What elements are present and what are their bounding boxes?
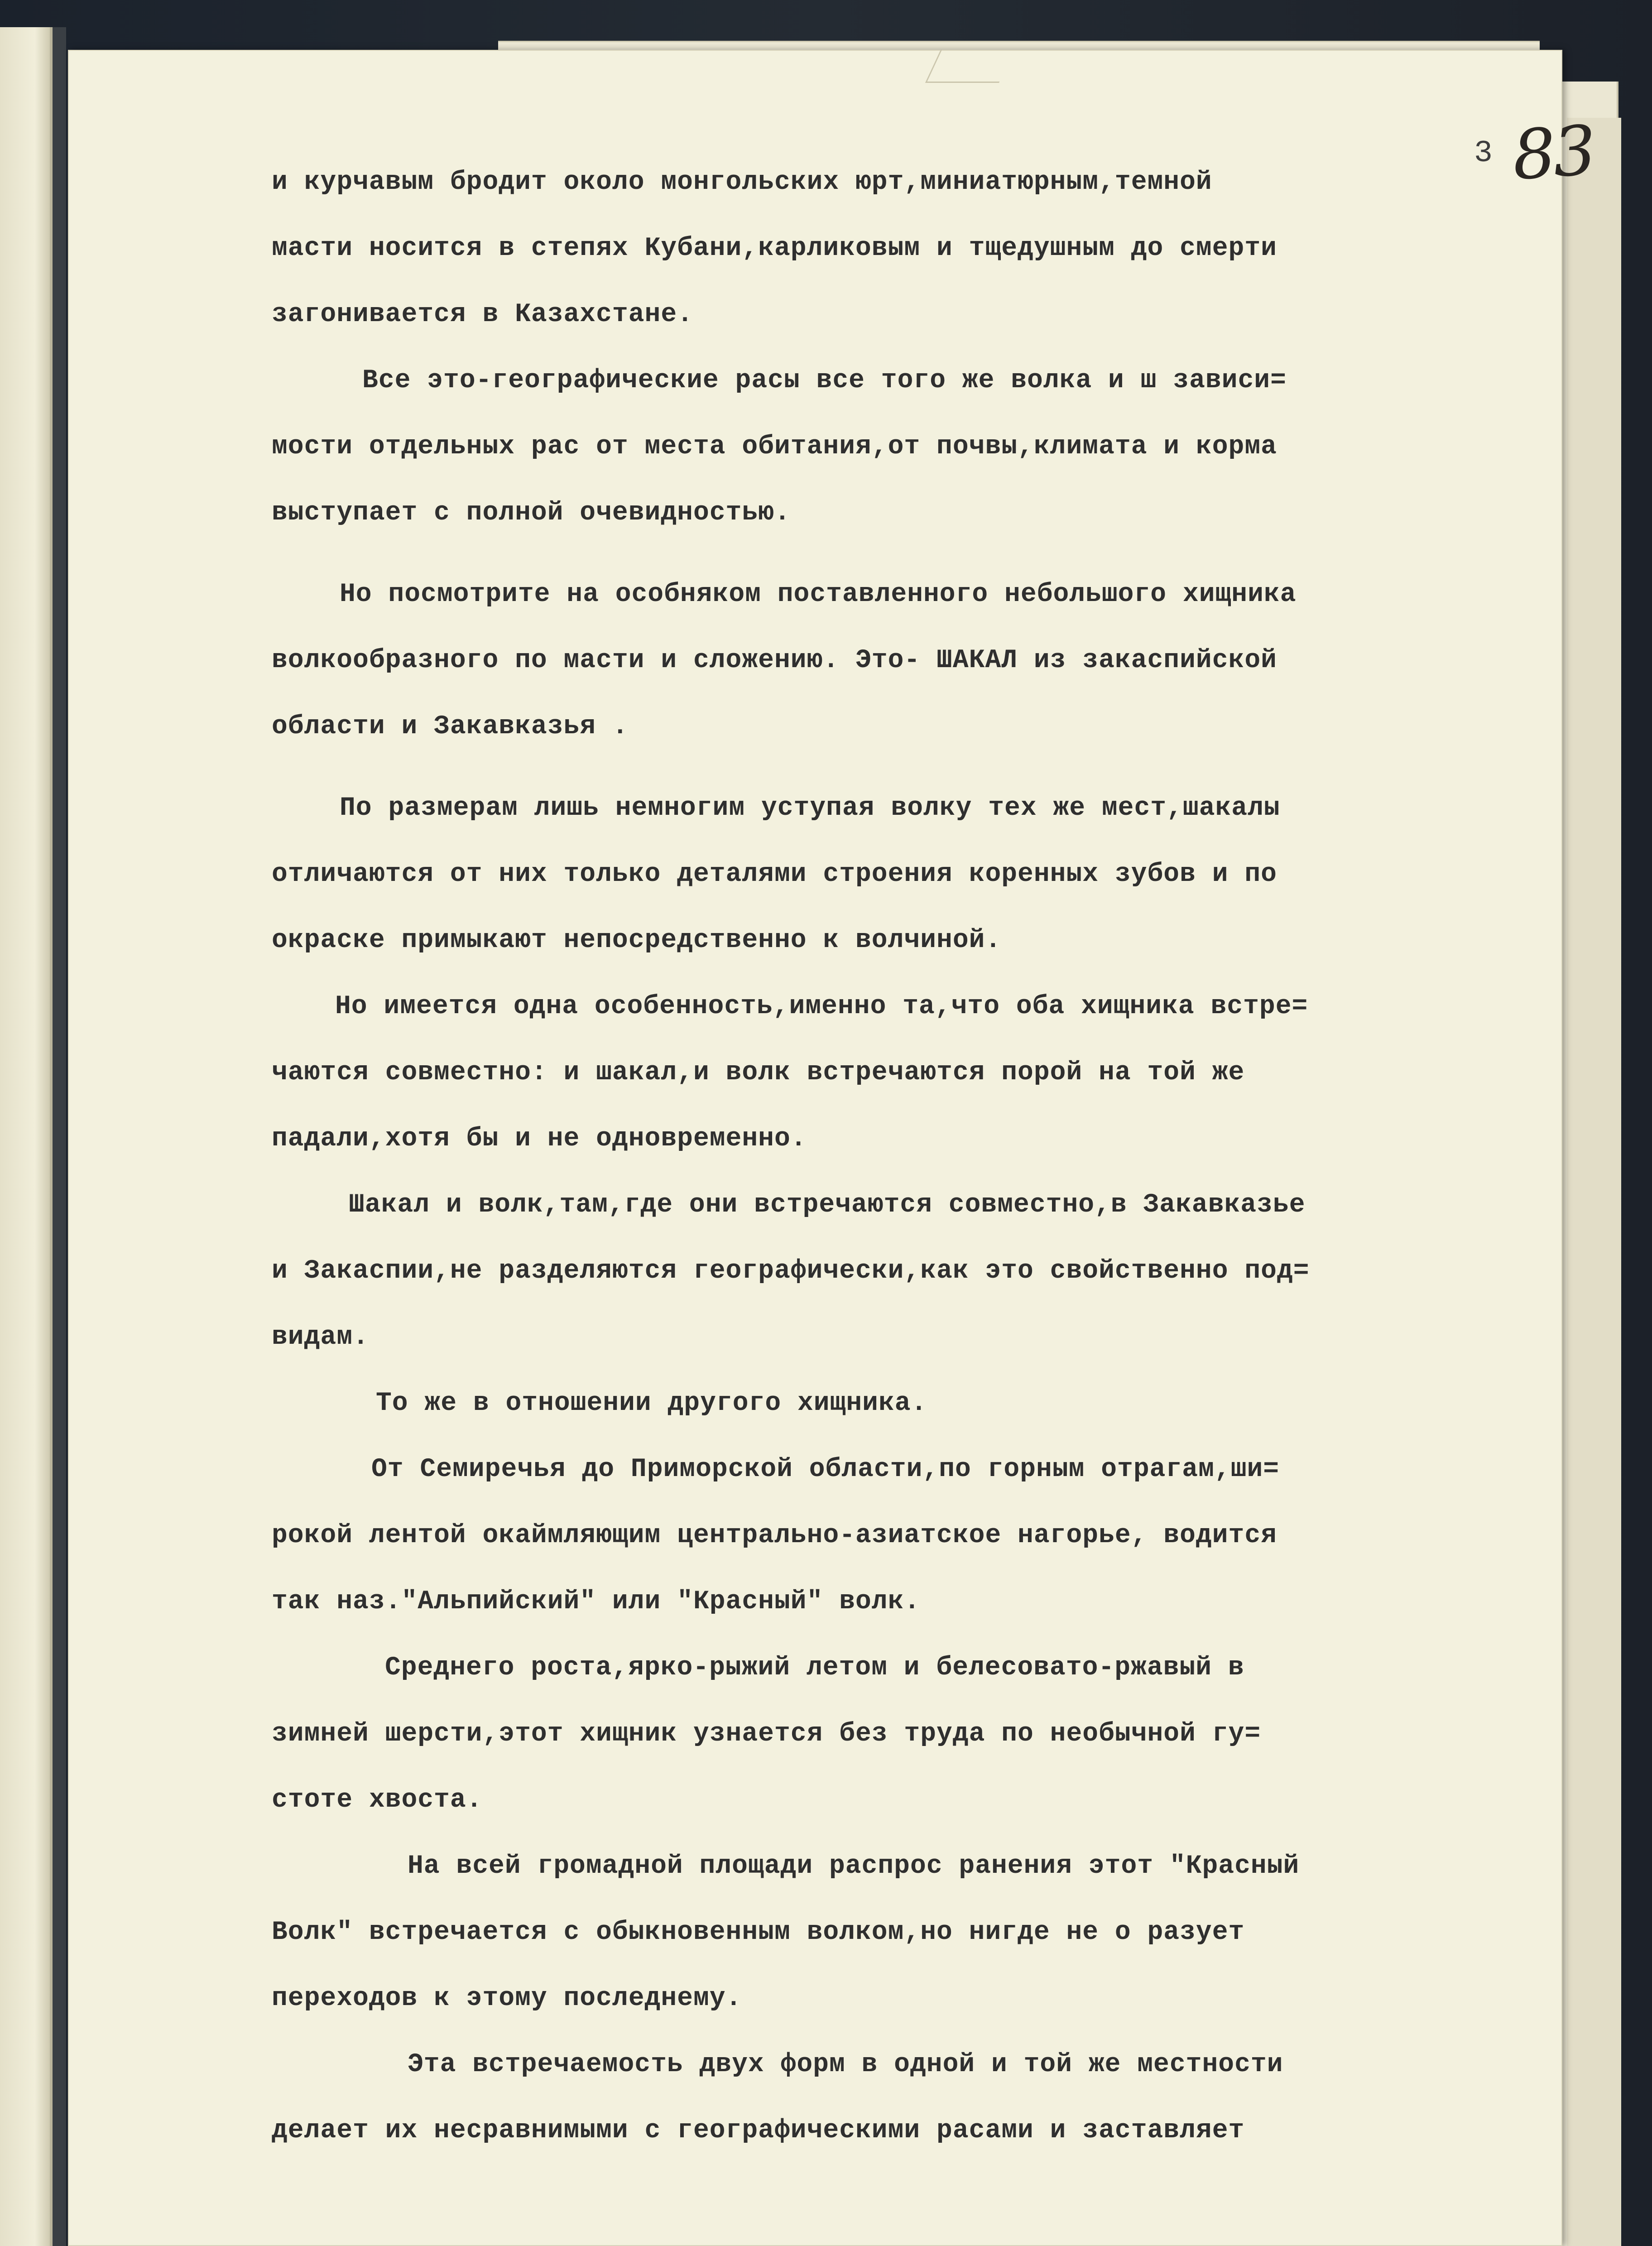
text-line: и курчавым бродит около монгольских юрт,миниатюрным,темной bbox=[272, 168, 1212, 197]
text-line: Эта встречаемость двух форм в одной и той же местности bbox=[408, 2050, 1283, 2079]
text-line: зимней шерсти,этот хищник узнается без труда по необычной гу= bbox=[272, 1719, 1261, 1749]
text-line: области и Закавказья . bbox=[272, 712, 629, 741]
text-line: Шакал и волк,там,где они встречаются совместно,в Закавказье bbox=[349, 1190, 1306, 1220]
text-line: чаются совместно: и шакал,и волк встречаются порой на той же bbox=[272, 1058, 1245, 1087]
text-line: На всей громадной площади распрос ранения этот "Красный bbox=[408, 1852, 1300, 1881]
archive-folio-number: 83 bbox=[1510, 111, 1596, 196]
text-line: волкообразного по масти и сложению. Это- ШАКАЛ из закаспийской bbox=[272, 646, 1277, 675]
text-line: и Закаспии,не разделяются географически,как это свойственно под= bbox=[272, 1256, 1310, 1286]
paper-tear bbox=[925, 50, 1014, 83]
text-line: Волк" встречается с обыкновенным волком,но нигде не о разует bbox=[272, 1918, 1245, 1947]
text-line: загонивается в Казахстане. bbox=[272, 300, 693, 329]
text-line: Все это-географические расы все того же волка и ш зависи= bbox=[362, 366, 1287, 395]
text-line: отличаются от них только деталями строения коренных зубов и по bbox=[272, 860, 1277, 889]
text-line: выступает с полной очевидностью. bbox=[272, 498, 791, 528]
text-line: видам. bbox=[272, 1323, 369, 1352]
text-line: мости отдельных рас от места обитания,от почвы,климата и корма bbox=[272, 432, 1277, 462]
text-line: переходов к этому последнему. bbox=[272, 1984, 742, 2013]
text-line: Но посмотрите на особняком поставленного небольшого хищника bbox=[340, 580, 1297, 609]
text-line: По размерам лишь немногим уступая волку тех же мест,шакалы bbox=[340, 794, 1280, 823]
text-line: делает их несравнимыми с географическими расами и заставляет bbox=[272, 2116, 1245, 2145]
text-line: Но имеется одна особенность,именно та,что оба хищника встре= bbox=[335, 992, 1308, 1021]
page-number: 3 bbox=[1474, 136, 1493, 171]
text-line: падали,хотя бы и не одновременно. bbox=[272, 1124, 807, 1154]
text-line: рокой лентой окаймляющим центрально-азиатское нагорье, водится bbox=[272, 1521, 1277, 1550]
text-line: стоте хвоста. bbox=[272, 1785, 483, 1815]
underlying-sheet-right-2 bbox=[1567, 118, 1621, 2246]
typewritten-text bbox=[272, 149, 1540, 2164]
text-line: так наз."Альпийский" или "Красный" волк. bbox=[272, 1587, 921, 1616]
binding-gap bbox=[53, 27, 66, 2246]
adjacent-page-left bbox=[0, 27, 53, 2246]
text-line: окраске примыкают непосредственно к волчиной. bbox=[272, 926, 1002, 955]
text-line: То же в отношении другого хищника. bbox=[376, 1389, 927, 1418]
text-line: Среднего роста,ярко-рыжий летом и белесовато-ржавый в bbox=[385, 1653, 1244, 1683]
text-line: масти носится в степях Кубани,карликовым и тщедушным до смерти bbox=[272, 234, 1277, 263]
text-line: От Семиречья до Приморской области,по горным отрагам,ши= bbox=[371, 1455, 1280, 1484]
